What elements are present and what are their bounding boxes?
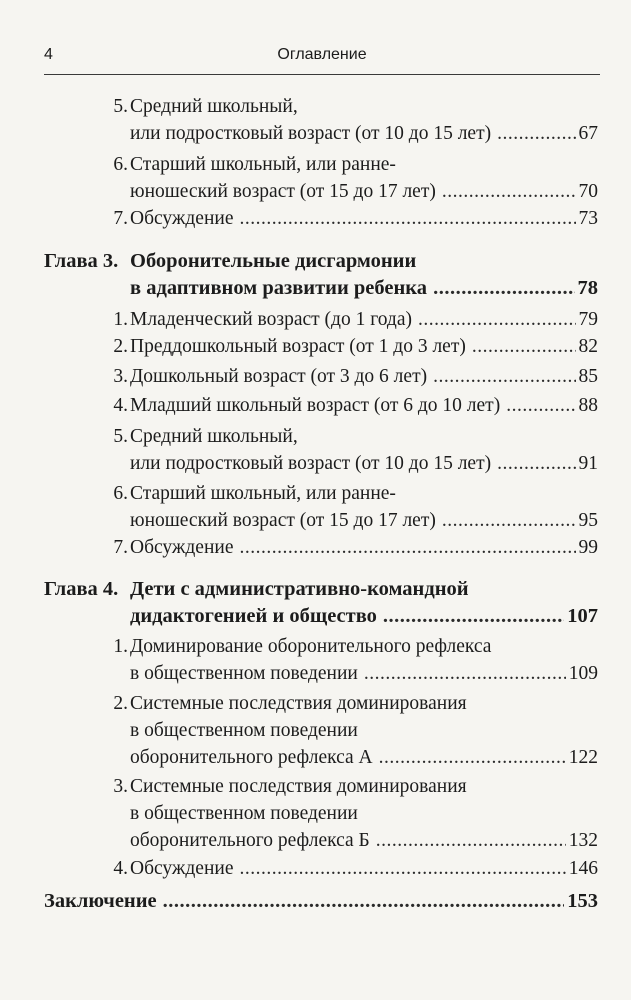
toc-entry-title: юношеский возраст (от 15 до 17 лет) — [130, 181, 436, 202]
toc-entry-title: или подростковый возраст (от 10 до 15 лет) — [130, 453, 492, 474]
dot-leader — [239, 854, 565, 884]
toc-entry-title: в общественном поведении — [130, 803, 358, 824]
section-number: 3. — [113, 776, 128, 797]
chapter-title: Оборонительные дисгармонии — [130, 250, 417, 272]
chapter-label: Глава 4. — [44, 578, 119, 600]
toc-entry-title: юношеский возраст (от 15 до 17 лет) — [130, 510, 436, 531]
chapter-label: Глава 3. — [44, 250, 119, 272]
dot-leader — [497, 119, 575, 149]
toc-page-number: 91 — [578, 453, 598, 474]
toc-entry-title: Средний школьный, — [130, 96, 298, 117]
toc-entry-title: Системные последствия доминирования — [130, 693, 467, 714]
toc-entry[interactable] — [130, 119, 598, 149]
section-number: 4. — [113, 858, 128, 879]
toc-entry[interactable] — [130, 826, 598, 856]
toc-page-number: 70 — [578, 181, 598, 202]
toc-entry-line — [130, 150, 598, 180]
toc-entry[interactable] — [130, 391, 598, 421]
toc-entry-title: Обсуждение — [130, 208, 234, 229]
toc-entry-title: Обсуждение — [130, 537, 234, 558]
toc-page-number: 109 — [568, 663, 598, 684]
chapter-entry[interactable] — [130, 273, 598, 303]
dot-leader — [418, 305, 576, 335]
toc-entry-title: в общественном поведении — [130, 720, 358, 741]
toc-entry-title: Младший школьный возраст (от 6 до 10 лет) — [130, 395, 501, 416]
dot-leader — [472, 332, 576, 362]
toc-page-number: 85 — [578, 366, 598, 387]
toc-entry-line — [130, 716, 598, 746]
toc-entry[interactable] — [130, 305, 598, 335]
toc-page-number: 95 — [578, 510, 598, 531]
dot-leader — [497, 449, 575, 479]
dot-leader — [383, 601, 564, 631]
dot-leader — [442, 506, 576, 536]
chapter-page-number: 78 — [577, 277, 598, 299]
toc-page-number: 79 — [578, 309, 598, 330]
dot-leader — [433, 273, 574, 303]
toc-entry-title: оборонительного рефлекса Б — [130, 830, 370, 851]
chapter-title: дидактогенией и общество — [130, 605, 377, 627]
dot-leader — [379, 743, 566, 773]
section-number: 1. — [113, 636, 128, 657]
dot-leader — [376, 826, 566, 856]
toc-entry[interactable] — [130, 506, 598, 536]
toc-entry-title: Системные последствия доминирования — [130, 776, 467, 797]
chapter-title: в адаптивном развитии ребенка — [130, 277, 428, 299]
toc-entry-line — [130, 92, 598, 122]
chapter-title-line — [130, 246, 598, 276]
toc-entry-title: Старший школьный, или ранне- — [130, 483, 396, 504]
chapter-entry[interactable] — [130, 601, 598, 631]
dot-leader — [433, 362, 575, 392]
toc-entry[interactable] — [130, 449, 598, 479]
dot-leader — [239, 533, 575, 563]
toc-entry[interactable] — [130, 204, 598, 234]
toc-entry[interactable] — [130, 533, 598, 563]
section-number: 6. — [113, 483, 128, 504]
conclusion-page-number: 153 — [567, 890, 598, 912]
toc-entry-title: Младенческий возраст (до 1 года) — [130, 309, 412, 330]
conclusion-entry[interactable] — [44, 886, 598, 916]
toc-entry-title: Обсуждение — [130, 858, 234, 879]
dot-leader — [442, 177, 576, 207]
toc-entry[interactable] — [130, 332, 598, 362]
toc-entry-line — [130, 632, 598, 662]
conclusion-title: Заключение — [44, 890, 157, 912]
section-number: 7. — [113, 537, 128, 558]
section-number: 5. — [113, 426, 128, 447]
section-number: 7. — [113, 208, 128, 229]
toc-entry[interactable] — [130, 177, 598, 207]
section-number: 5. — [113, 96, 128, 117]
toc-entry-title: Преддошкольный возраст (от 1 до 3 лет) — [130, 336, 466, 357]
toc-entry-line — [130, 772, 598, 802]
toc-entry-line — [130, 422, 598, 452]
toc-page-number: 73 — [578, 208, 598, 229]
dot-leader — [364, 659, 566, 689]
toc-page-number: 67 — [578, 123, 598, 144]
toc-entry-title: Доминирование оборонительного рефлекса — [130, 636, 492, 657]
section-number: 2. — [113, 336, 128, 357]
section-number: 2. — [113, 693, 128, 714]
chapter-page-number: 107 — [567, 605, 598, 627]
toc-entry-title: оборонительного рефлекса А — [130, 747, 373, 768]
toc-page-number: 146 — [568, 858, 598, 879]
section-number: 1. — [113, 309, 128, 330]
dot-leader — [506, 391, 575, 421]
toc-entry-title: Средний школьный, — [130, 426, 298, 447]
toc-entry-line — [130, 799, 598, 829]
toc-entry-title: Дошкольный возраст (от 3 до 6 лет) — [130, 366, 428, 387]
dot-leader — [239, 204, 575, 234]
toc-entry-title: в общественном поведении — [130, 663, 358, 684]
toc-entry[interactable] — [130, 854, 598, 884]
section-number: 3. — [113, 366, 128, 387]
toc-entry[interactable] — [130, 362, 598, 392]
toc-page-number: 88 — [578, 395, 598, 416]
toc-page-number: 132 — [568, 830, 598, 851]
toc-entry[interactable] — [130, 659, 598, 689]
toc-entry[interactable] — [130, 743, 598, 773]
dot-leader — [163, 886, 565, 916]
toc-entry-line — [130, 689, 598, 719]
toc-entry-title: Старший школьный, или ранне- — [130, 154, 396, 175]
section-number: 6. — [113, 154, 128, 175]
section-number: 4. — [113, 395, 128, 416]
page-number: 4 — [44, 46, 53, 63]
toc-entry-title: или подростковый возраст (от 10 до 15 лет) — [130, 123, 492, 144]
toc-page-number: 122 — [568, 747, 598, 768]
chapter-title: Дети с административно-командной — [130, 578, 469, 600]
chapter-title-line — [130, 574, 598, 604]
toc-entry-line — [130, 479, 598, 509]
running-title: Оглавление — [277, 46, 367, 63]
toc-page-number: 99 — [578, 537, 598, 558]
toc-page-number: 82 — [578, 336, 598, 357]
